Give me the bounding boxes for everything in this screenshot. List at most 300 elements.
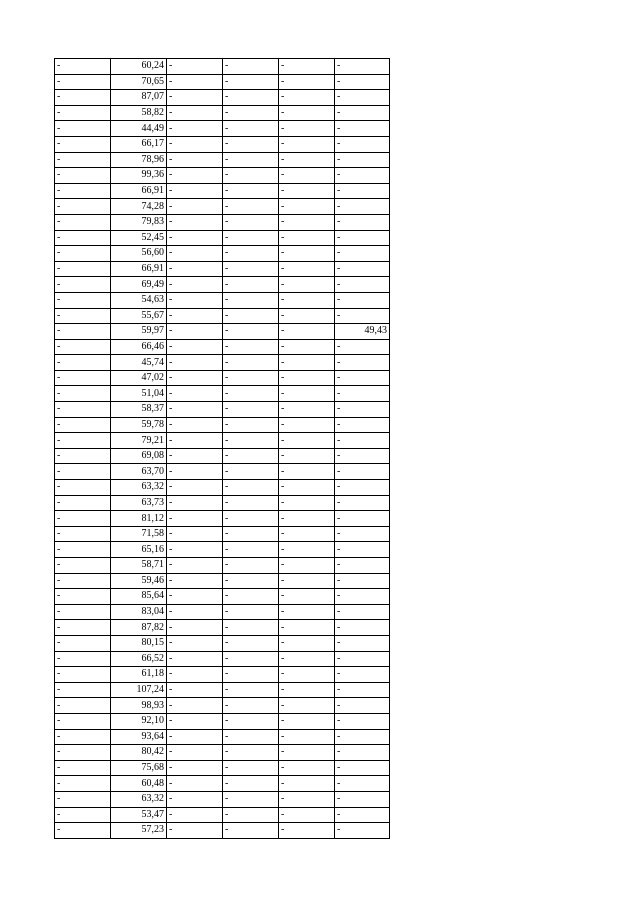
table-body <box>55 59 390 839</box>
table-row <box>55 59 390 75</box>
table-cell: - <box>223 635 279 651</box>
table-cell: - <box>223 402 279 418</box>
table-cell: - <box>279 105 335 121</box>
table-cell: - <box>223 199 279 215</box>
table-cell: - <box>167 448 223 464</box>
table-cell: - <box>55 417 111 433</box>
table-cell: - <box>167 183 223 199</box>
table-cell: - <box>279 713 335 729</box>
table-row <box>55 573 390 589</box>
table-row <box>55 589 390 605</box>
table-row <box>55 604 390 620</box>
table-row <box>55 370 390 386</box>
table-cell: - <box>279 776 335 792</box>
table-cell: 52,45 <box>111 230 167 246</box>
table-cell: 66,17 <box>111 136 167 152</box>
table-cell: - <box>55 74 111 90</box>
table-cell: - <box>279 261 335 277</box>
table-cell: - <box>335 339 390 355</box>
table-cell: 60,48 <box>111 776 167 792</box>
table-cell: - <box>55 59 111 75</box>
table-row <box>55 511 390 527</box>
table-cell: - <box>279 745 335 761</box>
table-row <box>55 620 390 636</box>
table-cell: - <box>223 292 279 308</box>
table-cell: 59,97 <box>111 324 167 340</box>
table-cell: - <box>335 713 390 729</box>
table-cell: 66,91 <box>111 261 167 277</box>
table-row <box>55 823 390 839</box>
table-cell: - <box>223 823 279 839</box>
table-cell: - <box>335 355 390 371</box>
table-cell: - <box>279 589 335 605</box>
table-cell: - <box>55 308 111 324</box>
table-cell: - <box>55 620 111 636</box>
table-cell: - <box>55 760 111 776</box>
table-cell: 56,60 <box>111 246 167 262</box>
table-cell: - <box>55 214 111 230</box>
table-cell: - <box>335 573 390 589</box>
table-cell: 65,16 <box>111 542 167 558</box>
table-cell: - <box>55 729 111 745</box>
table-row <box>55 168 390 184</box>
table-row <box>55 402 390 418</box>
table-cell: 85,64 <box>111 589 167 605</box>
table-cell: - <box>55 152 111 168</box>
table-cell: - <box>167 480 223 496</box>
table-cell: - <box>55 651 111 667</box>
table-cell: - <box>55 745 111 761</box>
table-row <box>55 480 390 496</box>
table-cell: - <box>335 230 390 246</box>
table-cell: - <box>167 214 223 230</box>
table-cell: - <box>167 90 223 106</box>
table-cell: - <box>335 90 390 106</box>
table-cell: - <box>55 776 111 792</box>
table-cell: - <box>167 199 223 215</box>
table-cell: - <box>335 246 390 262</box>
table-cell: 55,67 <box>111 308 167 324</box>
table-row <box>55 105 390 121</box>
table-row <box>55 464 390 480</box>
table-cell: - <box>167 105 223 121</box>
table-cell: - <box>55 277 111 293</box>
table-cell: - <box>279 199 335 215</box>
table-cell: - <box>223 339 279 355</box>
table-cell: - <box>223 589 279 605</box>
table-cell: - <box>167 292 223 308</box>
table-cell: - <box>55 542 111 558</box>
table-row <box>55 90 390 106</box>
table-cell: - <box>55 292 111 308</box>
table-cell: - <box>279 277 335 293</box>
table-cell: - <box>279 324 335 340</box>
table-cell: 54,63 <box>111 292 167 308</box>
table-cell: - <box>167 620 223 636</box>
table-cell: - <box>55 667 111 683</box>
table-cell: 66,46 <box>111 339 167 355</box>
table-row <box>55 308 390 324</box>
table-cell: - <box>223 558 279 574</box>
table-cell: - <box>335 105 390 121</box>
table-cell: - <box>279 620 335 636</box>
table-cell: - <box>223 261 279 277</box>
table-cell: - <box>335 183 390 199</box>
table-cell: 80,42 <box>111 745 167 761</box>
table-cell: - <box>223 355 279 371</box>
table-cell: 58,71 <box>111 558 167 574</box>
table-cell: - <box>167 74 223 90</box>
table-cell: - <box>335 121 390 137</box>
table-row <box>55 417 390 433</box>
table-cell: - <box>167 651 223 667</box>
table-cell: 60,24 <box>111 59 167 75</box>
table-cell: - <box>223 651 279 667</box>
table-cell: - <box>335 682 390 698</box>
table-row <box>55 791 390 807</box>
table-cell: - <box>223 214 279 230</box>
table-cell: - <box>55 90 111 106</box>
table-cell: - <box>223 620 279 636</box>
table-row <box>55 74 390 90</box>
table-cell: 58,37 <box>111 402 167 418</box>
table-cell: - <box>55 183 111 199</box>
table-cell: - <box>55 433 111 449</box>
table-cell: - <box>55 589 111 605</box>
table-cell: - <box>55 339 111 355</box>
table-cell: - <box>335 807 390 823</box>
table-cell: - <box>335 651 390 667</box>
table-row <box>55 136 390 152</box>
table-cell: 63,70 <box>111 464 167 480</box>
table-cell: - <box>279 495 335 511</box>
table-cell: - <box>223 682 279 698</box>
table-cell: - <box>223 121 279 137</box>
table-cell: - <box>167 59 223 75</box>
table-cell: - <box>55 635 111 651</box>
table-cell: - <box>167 807 223 823</box>
table-cell: 70,65 <box>111 74 167 90</box>
table-cell: - <box>279 370 335 386</box>
table-cell: - <box>335 604 390 620</box>
table-cell: - <box>223 277 279 293</box>
table-row <box>55 121 390 137</box>
table-cell: - <box>167 791 223 807</box>
table-cell: - <box>167 745 223 761</box>
table-cell: - <box>167 698 223 714</box>
table-cell: - <box>279 791 335 807</box>
table-cell: 63,32 <box>111 480 167 496</box>
table-cell: - <box>55 386 111 402</box>
table-cell: 45,74 <box>111 355 167 371</box>
table-cell: - <box>167 542 223 558</box>
table-cell: - <box>335 558 390 574</box>
table-cell: - <box>335 308 390 324</box>
table-cell: - <box>279 433 335 449</box>
table-cell: - <box>335 760 390 776</box>
table-cell: - <box>223 542 279 558</box>
table-cell: - <box>223 776 279 792</box>
table-cell: 58,82 <box>111 105 167 121</box>
table-cell: - <box>167 713 223 729</box>
table-cell: - <box>335 480 390 496</box>
table-cell: - <box>335 698 390 714</box>
table-cell: - <box>223 713 279 729</box>
table-cell: 59,78 <box>111 417 167 433</box>
table-cell: - <box>167 729 223 745</box>
table-cell: - <box>167 573 223 589</box>
table-row <box>55 713 390 729</box>
table-row <box>55 745 390 761</box>
table-cell: - <box>279 604 335 620</box>
table-cell: - <box>223 183 279 199</box>
table-cell: - <box>167 261 223 277</box>
table-cell: - <box>335 526 390 542</box>
table-cell: - <box>335 495 390 511</box>
table-cell: - <box>167 682 223 698</box>
table-cell: 66,91 <box>111 183 167 199</box>
table-cell: - <box>335 152 390 168</box>
table-cell: - <box>335 589 390 605</box>
table-cell: - <box>55 823 111 839</box>
table-cell: 71,58 <box>111 526 167 542</box>
table-cell: - <box>335 136 390 152</box>
table-cell: - <box>279 152 335 168</box>
table-row <box>55 292 390 308</box>
table-cell: - <box>279 183 335 199</box>
table-cell: 74,28 <box>111 199 167 215</box>
table-cell: - <box>55 121 111 137</box>
table-cell: - <box>335 448 390 464</box>
table-cell: - <box>167 246 223 262</box>
table-cell: - <box>279 246 335 262</box>
table-cell: - <box>223 573 279 589</box>
table-cell: 87,07 <box>111 90 167 106</box>
table-cell: 51,04 <box>111 386 167 402</box>
table-cell: 80,15 <box>111 635 167 651</box>
table-cell: - <box>55 495 111 511</box>
table-cell: - <box>55 558 111 574</box>
table-cell: - <box>335 635 390 651</box>
table-cell: 83,04 <box>111 604 167 620</box>
table-cell: - <box>279 402 335 418</box>
table-cell: - <box>167 417 223 433</box>
table-cell: - <box>223 74 279 90</box>
table-cell: - <box>55 105 111 121</box>
table-row <box>55 651 390 667</box>
table-cell: 59,46 <box>111 573 167 589</box>
table-cell: - <box>167 433 223 449</box>
table-row <box>55 433 390 449</box>
table-cell: - <box>223 324 279 340</box>
table-cell: - <box>335 168 390 184</box>
table-cell: - <box>167 511 223 527</box>
table-cell: - <box>55 136 111 152</box>
table-cell: - <box>55 355 111 371</box>
table-cell: - <box>55 246 111 262</box>
table-cell: 79,83 <box>111 214 167 230</box>
table-row <box>55 542 390 558</box>
table-row <box>55 199 390 215</box>
table-cell: - <box>55 324 111 340</box>
table-cell: - <box>167 386 223 402</box>
table-cell: - <box>55 526 111 542</box>
table-cell: 99,36 <box>111 168 167 184</box>
table-cell: - <box>223 59 279 75</box>
table-cell: - <box>335 667 390 683</box>
table-cell: 87,82 <box>111 620 167 636</box>
table-cell: 66,52 <box>111 651 167 667</box>
table-cell: 78,96 <box>111 152 167 168</box>
table-cell: - <box>279 90 335 106</box>
table-cell: - <box>279 355 335 371</box>
table-cell: - <box>167 589 223 605</box>
table-cell: - <box>55 230 111 246</box>
table-cell: - <box>167 121 223 137</box>
table-cell: - <box>167 355 223 371</box>
table-cell: - <box>335 277 390 293</box>
table-cell: - <box>223 448 279 464</box>
table-cell: 49,43 <box>335 324 390 340</box>
table-cell: - <box>223 791 279 807</box>
table-cell: - <box>223 698 279 714</box>
table-cell: - <box>55 199 111 215</box>
table-cell: - <box>279 480 335 496</box>
table-cell: - <box>335 464 390 480</box>
table-cell: - <box>223 105 279 121</box>
table-cell: - <box>279 168 335 184</box>
table-cell: - <box>279 292 335 308</box>
table-cell: - <box>55 464 111 480</box>
table-cell: - <box>223 308 279 324</box>
table-cell: 79,21 <box>111 433 167 449</box>
table-cell: - <box>167 776 223 792</box>
table-cell: - <box>223 417 279 433</box>
table-cell: - <box>55 682 111 698</box>
table-cell: 92,10 <box>111 713 167 729</box>
table-cell: - <box>55 480 111 496</box>
table-cell: - <box>279 308 335 324</box>
table-cell: - <box>335 823 390 839</box>
table-cell: - <box>279 464 335 480</box>
table-cell: - <box>279 74 335 90</box>
table-cell: - <box>223 168 279 184</box>
table-cell: - <box>279 511 335 527</box>
table-cell: - <box>279 526 335 542</box>
table-cell: - <box>279 682 335 698</box>
table-cell: - <box>223 370 279 386</box>
table-row <box>55 558 390 574</box>
table-cell: - <box>279 214 335 230</box>
table-cell: - <box>55 807 111 823</box>
table-cell: - <box>167 324 223 340</box>
table-cell: - <box>335 74 390 90</box>
table-cell: 57,23 <box>111 823 167 839</box>
table-cell: - <box>223 480 279 496</box>
table-cell: 53,47 <box>111 807 167 823</box>
table-cell: - <box>335 417 390 433</box>
table-cell: - <box>223 745 279 761</box>
table-cell: - <box>55 370 111 386</box>
table-cell: - <box>279 729 335 745</box>
table-cell: - <box>335 214 390 230</box>
table-row <box>55 807 390 823</box>
table-cell: - <box>167 370 223 386</box>
table-cell: - <box>167 308 223 324</box>
table-row <box>55 448 390 464</box>
table-cell: - <box>167 558 223 574</box>
table-row <box>55 183 390 199</box>
table-cell: - <box>167 230 223 246</box>
table-row <box>55 682 390 698</box>
table-cell: - <box>279 558 335 574</box>
table-cell: 75,68 <box>111 760 167 776</box>
table-cell: - <box>167 402 223 418</box>
table-cell: 107,24 <box>111 682 167 698</box>
table-cell: - <box>167 667 223 683</box>
table-cell: - <box>223 807 279 823</box>
table-cell: - <box>279 59 335 75</box>
table-row <box>55 729 390 745</box>
table-cell: - <box>55 511 111 527</box>
table-row <box>55 152 390 168</box>
table-cell: - <box>335 402 390 418</box>
data-table <box>54 58 390 839</box>
table-cell: - <box>335 776 390 792</box>
table-cell: - <box>335 542 390 558</box>
table-cell: 98,93 <box>111 698 167 714</box>
table-cell: - <box>167 823 223 839</box>
table-cell: - <box>223 230 279 246</box>
table-cell: - <box>223 526 279 542</box>
table-cell: - <box>335 386 390 402</box>
table-row <box>55 277 390 293</box>
table-row <box>55 667 390 683</box>
table-cell: - <box>223 433 279 449</box>
table-cell: 44,49 <box>111 121 167 137</box>
table-cell: - <box>223 495 279 511</box>
table-row <box>55 324 390 340</box>
table-cell: - <box>335 261 390 277</box>
table-cell: - <box>223 604 279 620</box>
table-cell: - <box>55 713 111 729</box>
table-cell: - <box>167 152 223 168</box>
table-cell: - <box>167 635 223 651</box>
table-cell: - <box>167 277 223 293</box>
table-row <box>55 776 390 792</box>
table-cell: - <box>55 698 111 714</box>
table-cell: - <box>335 59 390 75</box>
table-cell: 61,18 <box>111 667 167 683</box>
table-cell: - <box>279 417 335 433</box>
table-cell: - <box>223 152 279 168</box>
table-row <box>55 760 390 776</box>
table-cell: - <box>167 464 223 480</box>
table-cell: - <box>279 136 335 152</box>
table-cell: - <box>55 573 111 589</box>
table-row <box>55 246 390 262</box>
table-row <box>55 214 390 230</box>
table-cell: - <box>335 511 390 527</box>
table-cell: - <box>223 386 279 402</box>
table-cell: - <box>55 402 111 418</box>
table-cell: 63,32 <box>111 791 167 807</box>
table-cell: - <box>223 464 279 480</box>
table-cell: - <box>223 760 279 776</box>
table-cell: - <box>55 168 111 184</box>
table-cell: - <box>335 370 390 386</box>
table-cell: - <box>223 511 279 527</box>
